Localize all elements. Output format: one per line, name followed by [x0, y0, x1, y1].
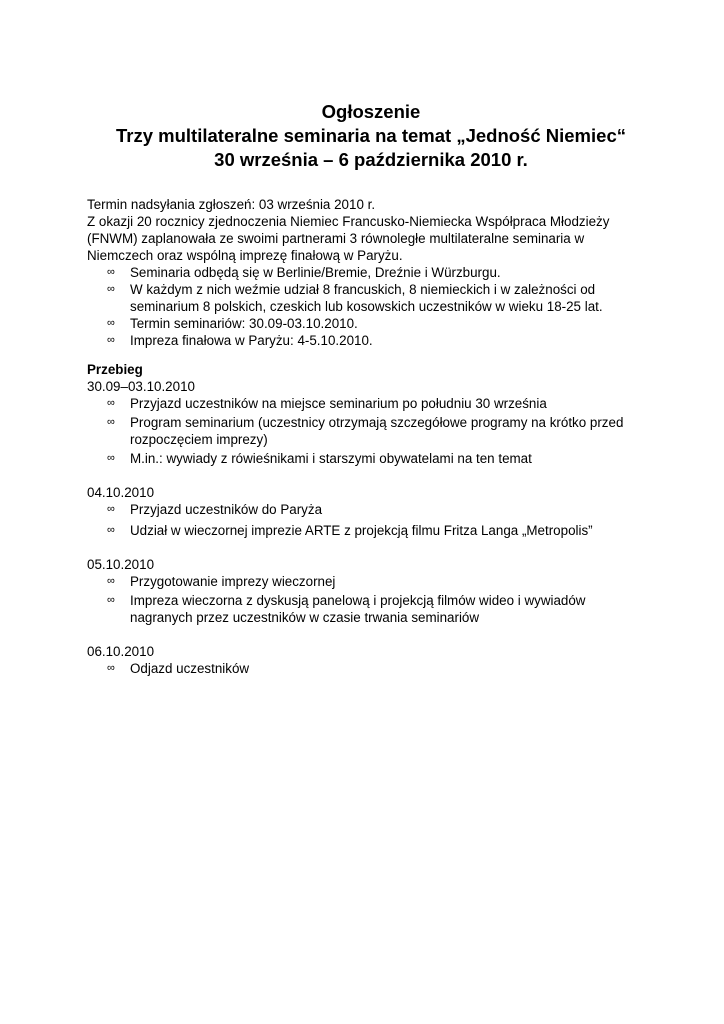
infinity-bullet-icon: ∞: [107, 452, 115, 464]
list-item-text: Impreza wieczorna z dyskusją panelową i projekcją filmów wideo i wywiadów: [130, 593, 586, 608]
day-item-list: [87, 573, 647, 626]
list-item-text: Udział w wieczornej imprezie ARTE z projekcją filmu Fritza Langa „Metropolis”: [130, 523, 593, 538]
list-item-text: W każdym z nich weźmie udział 8 francuskich, 8 niemieckich i w zależności od: [130, 282, 596, 297]
document-title: [87, 100, 647, 172]
document-body: [87, 196, 647, 677]
spacer: [87, 626, 647, 643]
list-item-text: nagranych przez uczestników w czasie trwania seminariów: [130, 610, 480, 625]
infinity-bullet-icon: ∞: [107, 524, 115, 536]
infinity-bullet-icon: ∞: [107, 416, 115, 428]
list-item: [87, 501, 647, 518]
day-item-list: [87, 660, 647, 677]
infinity-bullet-icon: ∞: [107, 283, 115, 295]
infinity-bullet-icon: ∞: [107, 662, 115, 674]
list-item: [87, 573, 647, 590]
list-item: [87, 414, 647, 448]
intro-paragraph: [87, 213, 647, 264]
infinity-bullet-icon: ∞: [107, 397, 115, 409]
list-item: [87, 450, 647, 467]
title-line-3: 30 września – 6 października 2010 r.: [214, 149, 528, 170]
infinity-bullet-icon: ∞: [107, 334, 115, 346]
list-item-text: seminarium 8 polskich, czeskich lub kosowskich uczestników w wieku 18-25 lat.: [130, 299, 603, 314]
list-item-text: Program seminarium (uczestnicy otrzymają szczegółowe programy na krótko przed: [130, 415, 624, 430]
list-item-text: Termin seminariów: 30.09-03.10.2010.: [130, 316, 358, 331]
list-item: [87, 315, 647, 332]
list-item: [87, 660, 647, 677]
infinity-bullet-icon: ∞: [107, 575, 115, 587]
intro-line-2: (FNWM) zaplanowała ze swoimi partnerami 3 równoległe multilateralne seminaria w: [87, 231, 585, 246]
list-item-text: Seminaria odbędą się w Berlinie/Bremie, Dreźnie i Würzburgu.: [130, 265, 501, 280]
document-page: [87, 100, 647, 677]
list-item-text: Przyjazd uczestników do Paryża: [130, 502, 323, 517]
day-date: 04.10.2010: [87, 485, 155, 500]
list-item-text: Odjazd uczestników: [130, 661, 250, 676]
infinity-bullet-icon: ∞: [107, 317, 115, 329]
list-item: [87, 395, 647, 412]
intro-bullet-list: [87, 264, 647, 349]
list-item-text: rozpoczęciem imprezy): [130, 432, 268, 447]
list-item: [87, 332, 647, 349]
list-item: [87, 281, 647, 315]
list-item: [87, 264, 647, 281]
list-item: [87, 592, 647, 626]
day-item-list: [87, 395, 647, 467]
infinity-bullet-icon: ∞: [107, 266, 115, 278]
day-date: 06.10.2010: [87, 644, 155, 659]
spacer: [87, 539, 647, 556]
title-line-1: Ogłoszenie: [321, 101, 421, 122]
day-date: 05.10.2010: [87, 557, 155, 572]
list-item-text: Przyjazd uczestników na miejsce seminarium po południu 30 września: [130, 396, 547, 411]
deadline-text: Termin nadsyłania zgłoszeń: 03 września 2010 r.: [87, 197, 376, 212]
spacer: [87, 467, 647, 484]
intro-line-1: Z okazji 20 rocznicy zjednoczenia Niemiec Francusko-Niemiecka Współpraca Młodzieży: [87, 214, 610, 229]
infinity-bullet-icon: ∞: [107, 594, 115, 606]
day-date: 30.09–03.10.2010: [87, 379, 195, 394]
infinity-bullet-icon: ∞: [107, 503, 115, 515]
list-item: [87, 522, 647, 539]
list-item-text: Impreza finałowa w Paryżu: 4-5.10.2010.: [130, 333, 373, 348]
program-heading: Przebieg: [87, 362, 143, 377]
list-item-text: M.in.: wywiady z rówieśnikami i starszymi obywatelami na ten temat: [130, 451, 532, 466]
list-item-text: Przygotowanie imprezy wieczornej: [130, 574, 336, 589]
day-item-list: [87, 501, 647, 539]
intro-line-3: Niemczech oraz wspólną imprezę finałową w Paryżu.: [87, 248, 403, 263]
title-line-2: Trzy multilateralne seminaria na temat „Jedność Niemiec“: [116, 125, 626, 146]
